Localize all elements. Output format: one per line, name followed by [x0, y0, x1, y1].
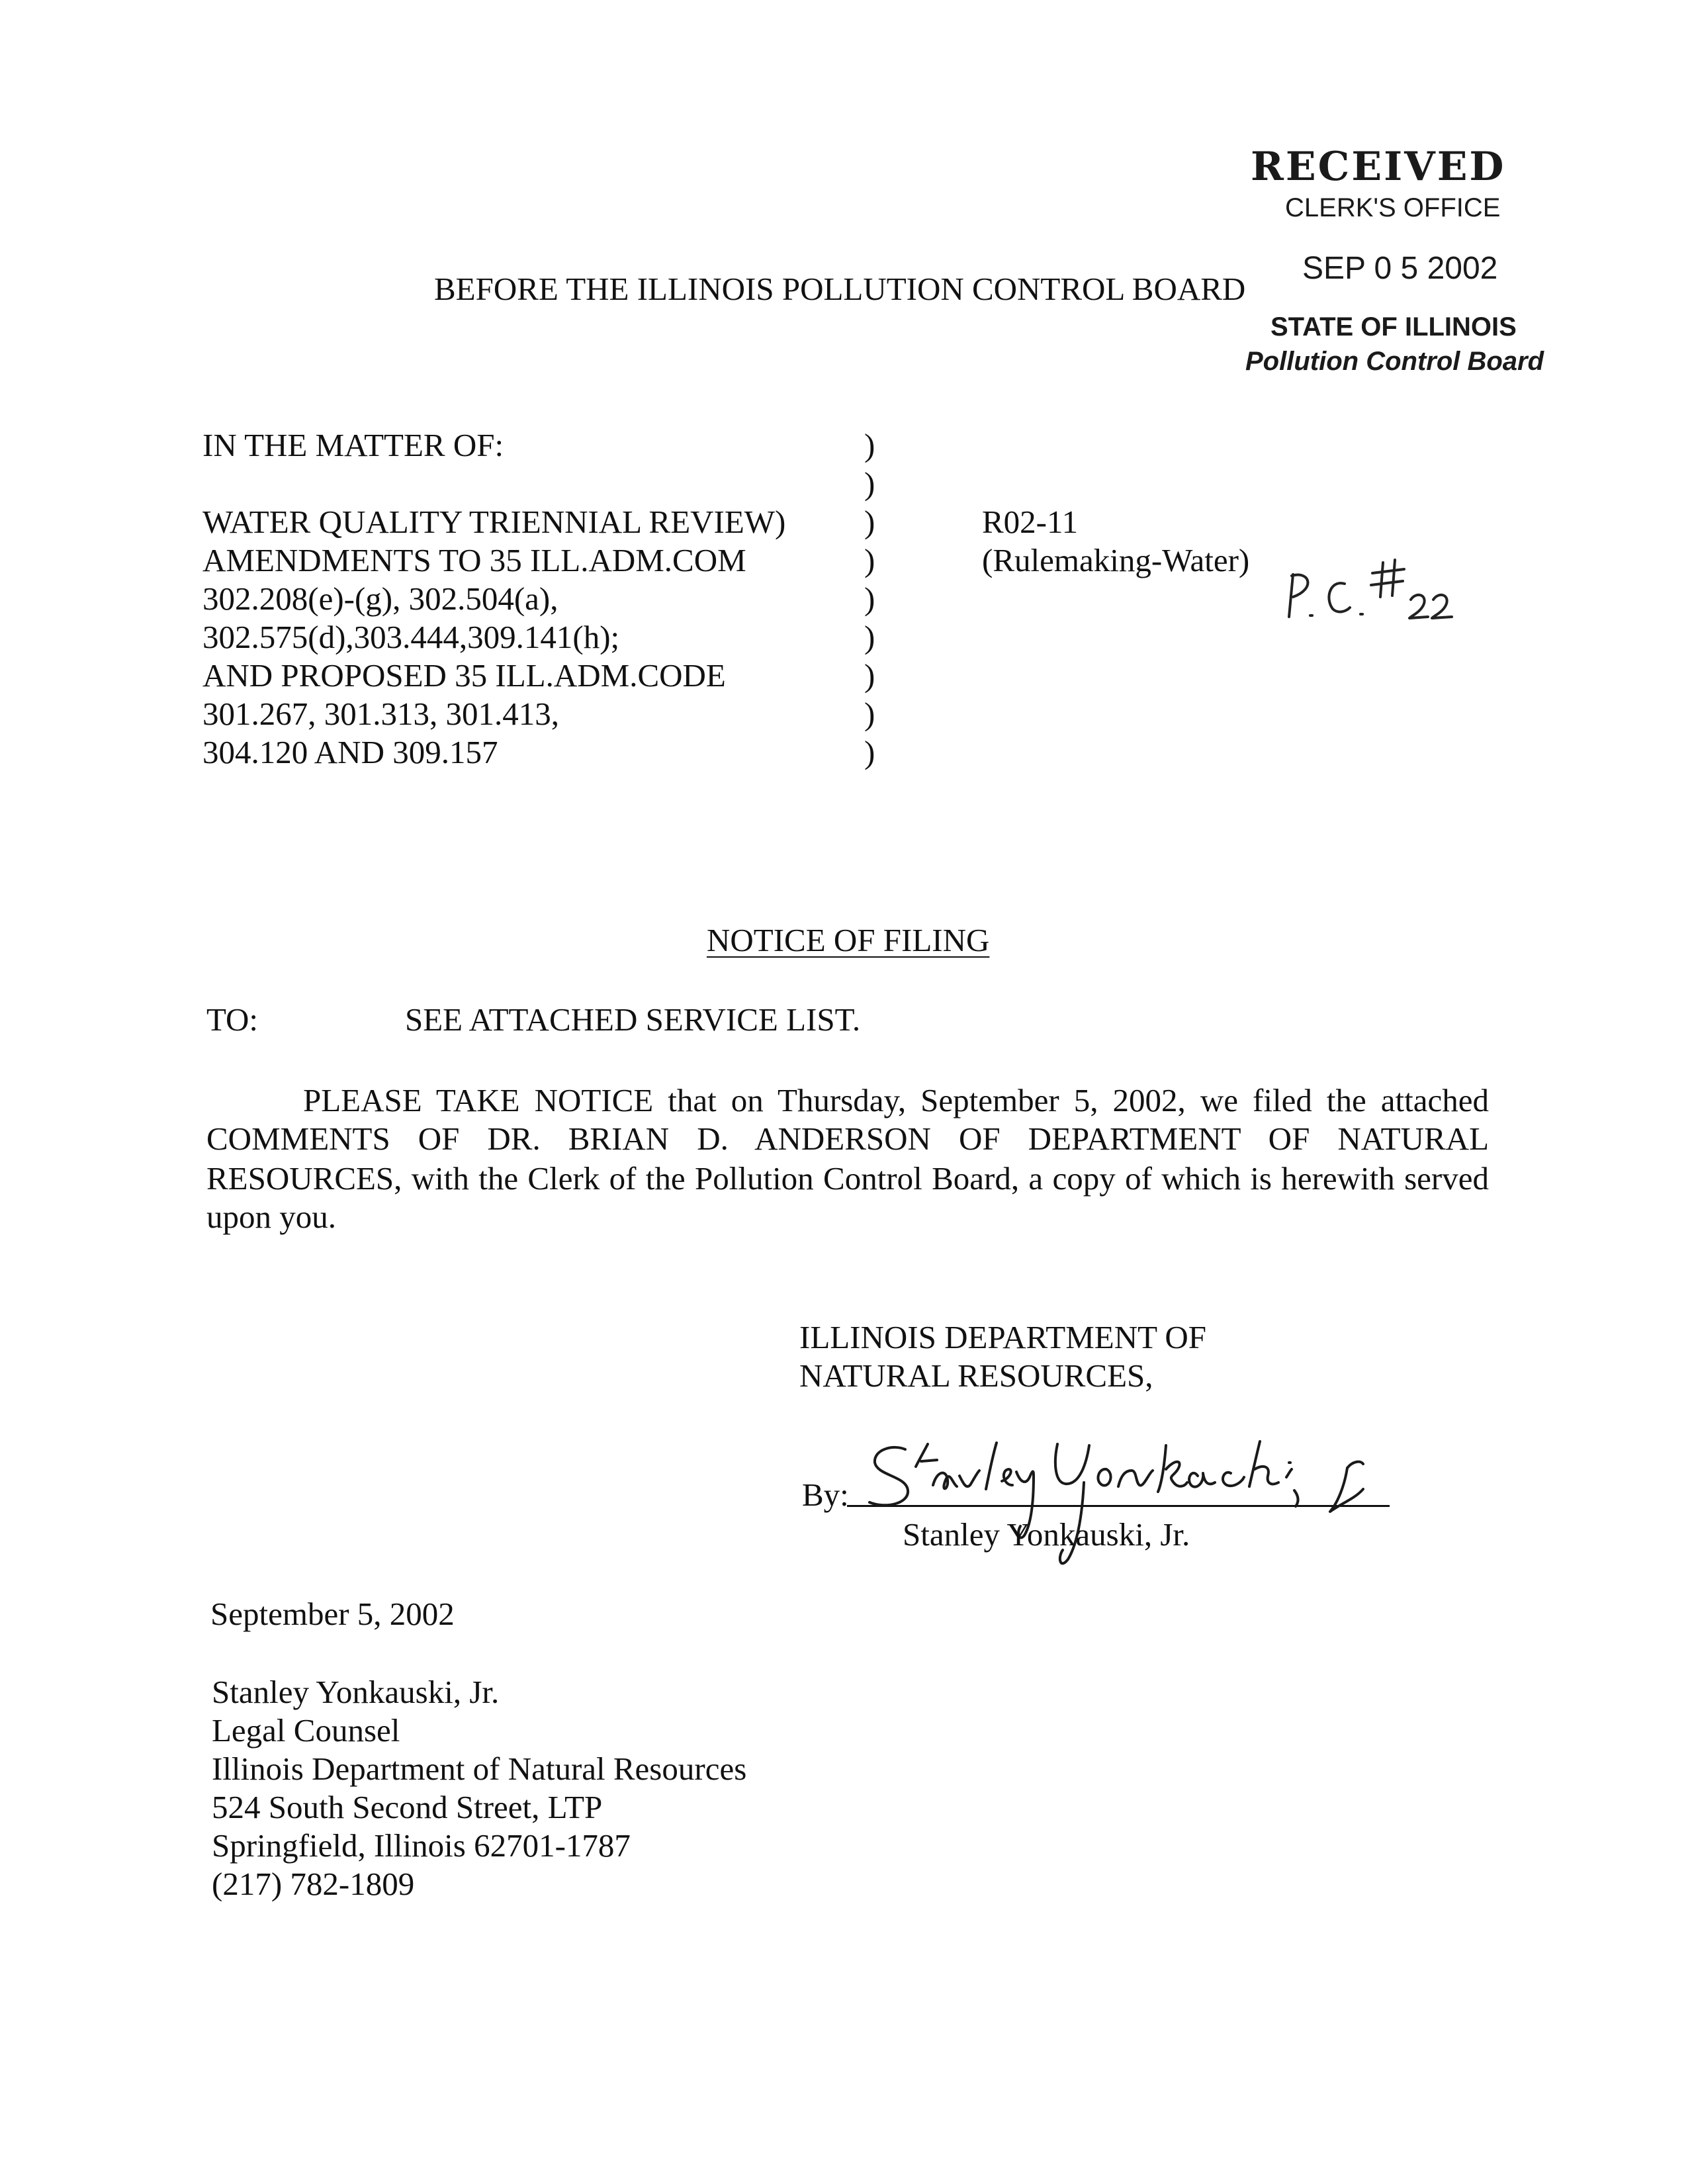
- to-value: SEE ATTACHED SERVICE LIST.: [405, 1001, 861, 1038]
- to-label: TO:: [206, 1001, 259, 1038]
- caption-line: AMENDMENTS TO 35 ILL.ADM.COM: [202, 542, 746, 578]
- caption-paren: ): [864, 734, 875, 770]
- signature-handwritten: [847, 1430, 1443, 1602]
- received-stamp-state: STATE OF ILLINOIS: [1270, 312, 1517, 341]
- document-heading: BEFORE THE ILLINOIS POLLUTION CONTROL BOARD: [434, 271, 1246, 307]
- notice-body-line: COMMENTS OF DR. BRIAN D. ANDERSON OF DEPARTMENT OF NATURAL: [206, 1120, 1489, 1157]
- document-date: September 5, 2002: [210, 1596, 455, 1632]
- received-stamp-date: SEP 0 5 2002: [1302, 251, 1498, 286]
- caption-paren: ): [864, 465, 875, 502]
- caption-line: 302.575(d),303.444,309.141(h);: [202, 619, 620, 655]
- caption-paren: ): [864, 580, 875, 617]
- notice-title: NOTICE OF FILING: [707, 922, 990, 958]
- by-label: By:: [802, 1477, 849, 1513]
- docket-type: (Rulemaking-Water): [982, 542, 1250, 578]
- contact-phone: (217) 782-1809: [212, 1866, 415, 1902]
- notice-body-line: PLEASE TAKE NOTICE that on Thursday, September 5, 2002, we filed the attached: [303, 1082, 1489, 1118]
- caption-paren: ): [864, 427, 875, 463]
- pc-number-handwritten: [1284, 543, 1482, 629]
- matter-label: IN THE MATTER OF:: [202, 427, 504, 463]
- org-line: ILLINOIS DEPARTMENT OF: [799, 1319, 1207, 1355]
- contact-street: 524 South Second Street, LTP: [212, 1789, 603, 1825]
- docket-number: R02-11: [982, 504, 1079, 540]
- caption-line: WATER QUALITY TRIENNIAL REVIEW): [202, 504, 786, 540]
- notice-body-line: upon you.: [206, 1199, 336, 1235]
- caption-line: 302.208(e)-(g), 302.504(a),: [202, 580, 558, 617]
- contact-org: Illinois Department of Natural Resources: [212, 1751, 747, 1787]
- notice-body-line: RESOURCES, with the Clerk of the Pollution Control Board, a copy of which is herewith served: [206, 1160, 1489, 1197]
- caption-line: AND PROPOSED 35 ILL.ADM.CODE: [202, 657, 726, 694]
- signer-name: Stanley Yonkauski, Jr.: [903, 1516, 1190, 1553]
- caption-paren: ): [864, 542, 875, 578]
- caption-line: 304.120 AND 309.157: [202, 734, 498, 770]
- caption-paren: ): [864, 619, 875, 655]
- caption-line: 301.267, 301.313, 301.413,: [202, 696, 559, 732]
- caption-paren: ): [864, 504, 875, 540]
- contact-title: Legal Counsel: [212, 1712, 400, 1749]
- org-line: NATURAL RESOURCES,: [799, 1357, 1153, 1394]
- received-stamp-board: Pollution Control Board: [1245, 347, 1544, 376]
- caption-paren: ): [864, 696, 875, 732]
- caption-paren: ): [864, 657, 875, 694]
- received-stamp-title: RECEIVED: [1251, 144, 1506, 190]
- contact-city: Springfield, Illinois 62701-1787: [212, 1827, 631, 1864]
- contact-name: Stanley Yonkauski, Jr.: [212, 1674, 500, 1710]
- received-stamp-office: CLERK'S OFFICE: [1285, 193, 1501, 222]
